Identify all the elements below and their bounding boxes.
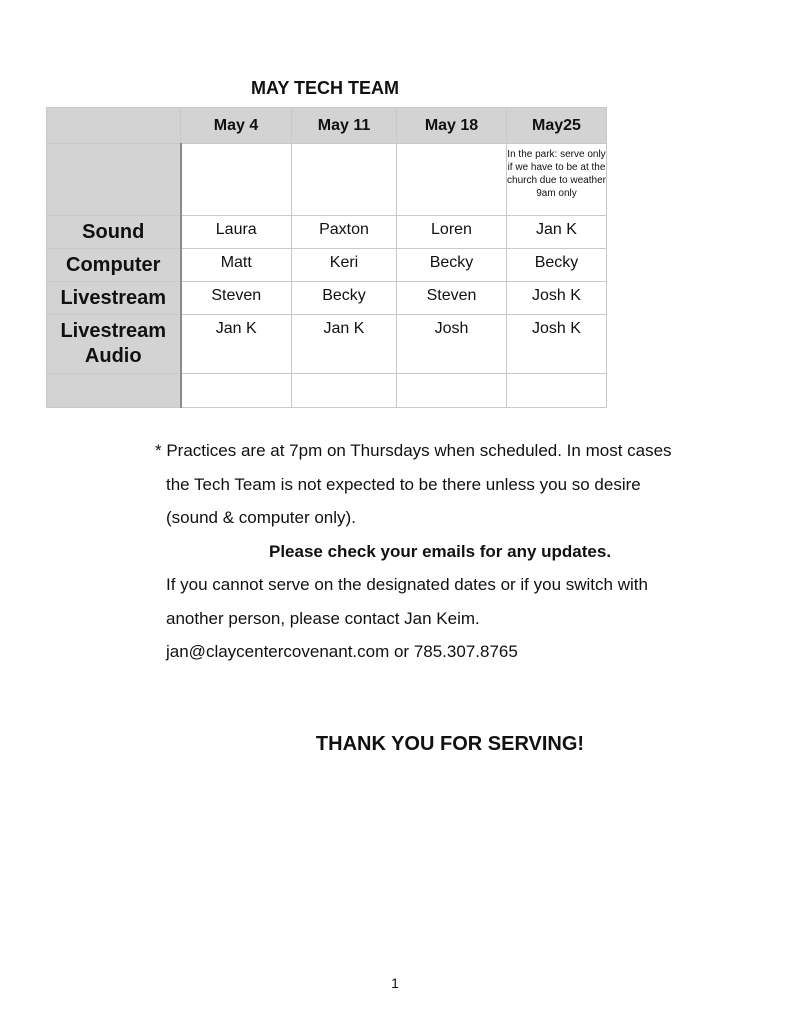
- date-header: May25: [507, 108, 607, 144]
- assignee-cell: Josh K: [507, 282, 607, 315]
- updates-notice: Please check your emails for any updates.: [269, 541, 612, 561]
- contact-instructions: If you cannot serve on the designated dates or if you switch with: [166, 575, 648, 594]
- weather-note: In the park: serve only if we have to be at the church due to weather 9am only: [507, 144, 607, 216]
- assignee-cell: Loren: [397, 216, 507, 249]
- empty-cell: [397, 374, 507, 408]
- empty-row-label: [47, 374, 181, 408]
- note-row: [47, 144, 607, 216]
- date-header: May 4: [181, 108, 292, 144]
- table-row: [47, 315, 607, 374]
- role-label: Sound: [47, 216, 181, 249]
- date-header: May 11: [292, 108, 397, 144]
- role-label: Livestream: [47, 282, 181, 315]
- assignee-cell: Jan K: [181, 315, 292, 374]
- note-cell: [292, 144, 397, 216]
- assignee-cell: Josh K: [507, 315, 607, 374]
- empty-row: [47, 374, 607, 408]
- assignee-cell: Becky: [292, 282, 397, 315]
- assignee-cell: Jan K: [507, 216, 607, 249]
- role-label: Livestream Audio: [47, 315, 181, 374]
- header-row: [47, 108, 607, 144]
- practice-note-cont: (sound & computer only).: [166, 508, 356, 527]
- assignee-cell: Steven: [181, 282, 292, 315]
- assignee-cell: Keri: [292, 249, 397, 282]
- empty-cell: [507, 374, 607, 408]
- empty-cell: [181, 374, 292, 408]
- schedule-table: [46, 107, 607, 408]
- note-cell: [181, 144, 292, 216]
- assignee-cell: Jan K: [292, 315, 397, 374]
- table-row: [47, 216, 607, 249]
- table-row: [47, 282, 607, 315]
- role-label: Computer: [47, 249, 181, 282]
- assignee-cell: Matt: [181, 249, 292, 282]
- date-header: May 18: [397, 108, 507, 144]
- empty-cell: [292, 374, 397, 408]
- contact-instructions-cont: another person, please contact Jan Keim.: [166, 608, 480, 628]
- contact-info: jan@claycentercovenant.com or 785.307.8765: [166, 642, 518, 661]
- table-row: [47, 249, 607, 282]
- note-cell: [397, 144, 507, 216]
- assignee-cell: Josh: [397, 315, 507, 374]
- assignee-cell: Becky: [507, 249, 607, 282]
- thank-you-message: THANK YOU FOR SERVING!: [315, 733, 585, 755]
- practice-note-cont: the Tech Team is not expected to be there unless you so desire: [166, 474, 641, 494]
- corner-cell: [47, 108, 181, 144]
- assignee-cell: Steven: [397, 282, 507, 315]
- page-title: MAY TECH TEAM: [250, 78, 400, 98]
- notes-section: [155, 434, 755, 669]
- note-row-label: [47, 144, 181, 216]
- assignee-cell: Becky: [397, 249, 507, 282]
- page-number: 1: [391, 975, 399, 991]
- assignee-cell: Laura: [181, 216, 292, 249]
- assignee-cell: Paxton: [292, 216, 397, 249]
- practice-note: * Practices are at 7pm on Thursdays when scheduled. In most cases: [155, 441, 672, 460]
